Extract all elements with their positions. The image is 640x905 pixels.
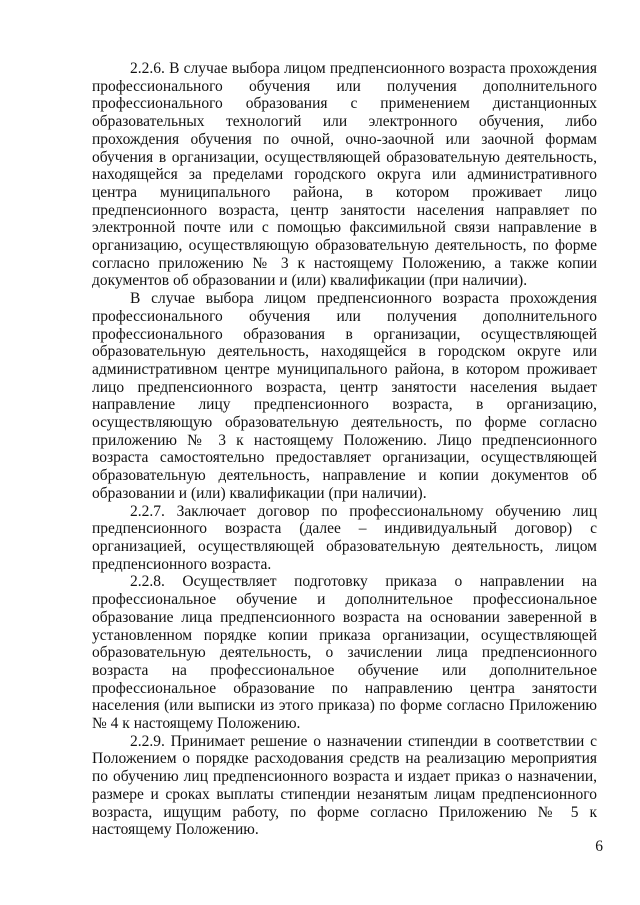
page-number: 6 [595,838,603,855]
document-body [92,60,597,839]
paragraph-2-2-7: 2.2.7. Заключает договор по профессиональному обучению лиц предпенсионного возраста (далее – индивидуальный договор) с организацией, осуществляющей образовательную деятельность, лицом предпенсионного возраста. [92,502,597,573]
paragraph-2-2-9: 2.2.9. Принимает решение о назначении стипендии в соответствии с Положением о порядке расходования средств на реализацию мероприятия по обучению лиц предпенсионного возраста и издает приказ о назначении, размере и сроках выплаты стипендии незанятым лицам предпенсионного возраста, ищущим работу, по форме согласно Приложению № 5 к настоящему Положению. [92,732,597,839]
paragraph-2-2-6-continued: В случае выбора лицом предпенсионного возраста прохождения профессионального обучения или получения дополнительного профессионального образования в организации, осуществляющей образовательную деятельность, находящейся в городском округе или административном центре муниципального района, в котором проживает лицо предпенсионного возраста, центр занятости населения выдает направление лицу предпенсионного возраста, в организацию, осуществляющую образовательную деятельность, по форме согласно приложению № 3 к настоящему Положению. Лицо предпенсионного возраста самостоятельно предоставляет организации, осуществляющей образовательную деятельность, направление и копии документов об образовании и (или) квалификации (при наличии). [92,290,597,502]
paragraph-2-2-6: 2.2.6. В случае выбора лицом предпенсионного возраста прохождения профессионального обучения или получения дополнительного профессионального образования с применением дистанционных образовательных технологий или электронного обучения, либо прохождения обучения по очной, очно-заочной или заочной формам обучения в организации, осуществляющей образовательную деятельность, находящейся за пределами городского округа или административного центра муниципального района, в котором проживает лицо предпенсионного возраста, центр занятости населения направляет по электронной почте или с помощью факсимильной связи направление в организацию, осуществляющую образовательную деятельность, по форме согласно приложению № 3 к настоящему Положению, а также копии документов об образовании и (или) квалификации (при наличии). [92,60,597,290]
paragraph-2-2-8: 2.2.8. Осуществляет подготовку приказа о направлении на профессиональное обучение и дополнительное профессиональное образование лица предпенсионного возраста на основании заверенной в установленном порядке копии приказа организации, осуществляющей образовательную деятельность, о зачислении лица предпенсионного возраста на профессиональное обучение или дополнительное профессиональное образование по направлению центра занятости населения (или выписки из этого приказа) по форме согласно Приложению № 4 к настоящему Положению. [92,573,597,733]
